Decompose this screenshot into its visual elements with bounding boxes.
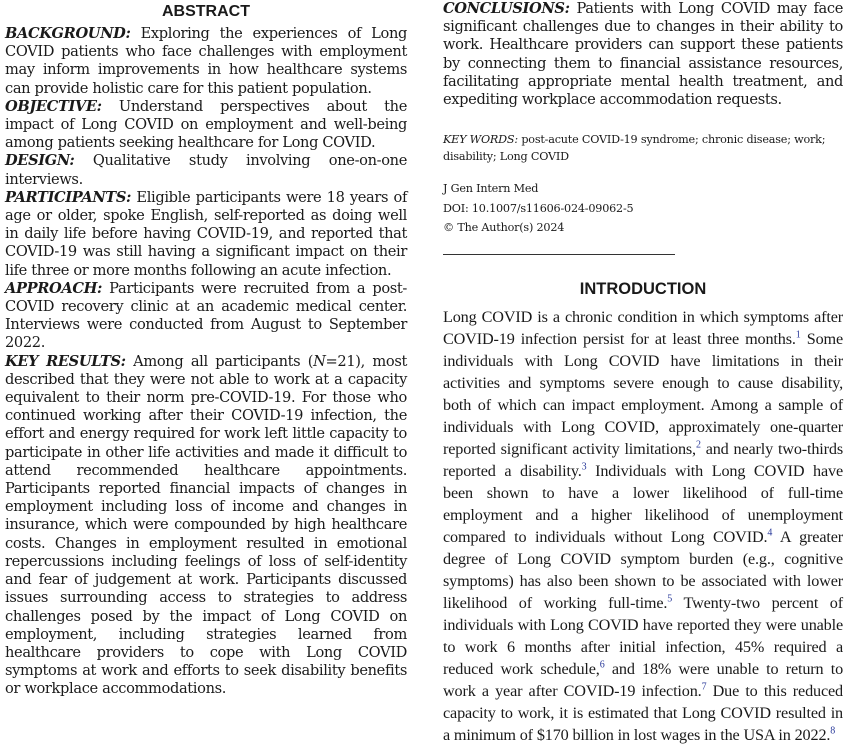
abstract-background: [5, 25, 407, 98]
journal-copyright: © The Author(s) 2024: [443, 221, 565, 235]
background-text: Exploring the experiences of Long COVID patients who face challenges with employment may inform improvements in how healthcare systems can provide holistic care for this patient population.: [5, 25, 407, 97]
key-results-text-a: Among all participants (: [125, 352, 314, 370]
right-column: [443, 0, 843, 746]
design-text: Qualitative study involving one-on-one interviews.: [5, 152, 407, 188]
key-results-n: N: [313, 352, 326, 370]
participants-text: Eligible participants were 18 years of age or older, spoke English, self-reported as doing well in daily life before having COVID-19, and reported that COVID-19 was still having a significant impact on their life three or more months following an acute infection.: [5, 188, 407, 279]
participants-label: PARTICIPANTS:: [5, 188, 132, 206]
reference-link-2[interactable]: 2: [695, 439, 701, 451]
journal-name: J Gen Intern Med: [443, 182, 539, 196]
approach-label: APPROACH:: [5, 279, 103, 297]
abstract-key-results: [5, 353, 407, 699]
design-label: DESIGN:: [5, 152, 75, 170]
reference-link-6[interactable]: 6: [599, 659, 605, 671]
intro-text-4: Individuals with Long COVID have been shown to have a lower likelihood of full-time employment and a higher likelihood of unemployment compared to individuals without Long COVID.: [443, 461, 844, 546]
reference-link-8[interactable]: 8: [830, 725, 836, 737]
key-results-label: KEY RESULTS:: [5, 352, 126, 370]
abstract-column: [5, 0, 407, 699]
reference-link-4[interactable]: 4: [767, 527, 773, 539]
abstract-design: [5, 152, 407, 188]
abstract-objective: [5, 98, 407, 153]
abstract-approach: [5, 280, 407, 353]
reference-link-7[interactable]: 7: [701, 681, 707, 693]
background-label: BACKGROUND:: [5, 25, 131, 42]
introduction-heading: INTRODUCTION: [579, 279, 707, 298]
key-results-text-b: =21), most described that they were not able to work at a capacity equivalent to their norm pre-COVID-19. For those who continued working after their COVID-19 infection, the effort and energy required for work left little capacity to participate in other life activities and made it difficult to attend recommended healthcare appointments. Participants reported financial impacts of changes in employment including loss of income and changes in insurance, which were compounded by high healthcare costs. Changes in employment resulted in emotional repercussions including feelings of loss of self-identity and fear of judgement at work. Participants discussed issues surrounding access to strategies to address challenges posed by the impact of Long COVID on employment, including strategies learned from healthcare providers to cope with Long COVID symptoms at work and efforts to seek disability benefits or workplace accommodations.: [5, 352, 407, 698]
conclusions-label: CONCLUSIONS:: [443, 0, 570, 17]
journal-meta: [443, 179, 843, 238]
section-divider: [443, 254, 675, 255]
intro-text-5: A greater degree of Long COVID symptom burden (e.g., cognitive symptoms) has also been shown to be associated with lower likelihood of working full-time.: [443, 527, 843, 612]
intro-text-3: and nearly two-thirds reported a disability.: [443, 439, 843, 480]
reference-link-5[interactable]: 5: [667, 593, 673, 605]
introduction-body: [443, 306, 843, 746]
journal-doi: DOI: 10.1007/s11606-024-09062-5: [443, 201, 634, 215]
abstract-heading: ABSTRACT: [162, 3, 250, 20]
intro-text-7: and 18% were unable to return to work a year after COVID-19 infection.: [443, 659, 844, 700]
abstract-participants: [5, 189, 407, 280]
intro-text-2: Some individuals with Long COVID have limitations in their activities and symptoms severe enough to cause disability, both of which can impact employment. Among a sample of individuals with Long COVID, approximately one-quarter reported significant activity limitations,: [443, 329, 843, 458]
intro-text-6: Twenty-two percent of individuals with Long COVID have reported they were unable to work 6 months after initial infection, 45% required a reduced work schedule,: [443, 593, 843, 678]
intro-text-8: Due to this reduced capacity to work, it is estimated that Long COVID resulted in a minimum of $170 billion in lost wages in the USA in 2022.: [443, 681, 843, 744]
keywords-label: KEY WORDS:: [443, 133, 518, 147]
objective-text: Understand perspectives about the impact of Long COVID on employment and well-being among patients seeking healthcare for Long COVID.: [5, 97, 407, 152]
objective-label: OBJECTIVE:: [5, 97, 102, 115]
keywords-text: post-acute COVID-19 syndrome; chronic disease; work; disability; Long COVID: [443, 133, 826, 164]
conclusions-text: Patients with Long COVID may face significant challenges due to changes in their ability to work. Healthcare providers can support these patients by connecting them to financial assistance resources, facilitating appropriate mental health treatment, and expediting workplace accommodation requests.: [443, 0, 843, 109]
reference-link-1[interactable]: 1: [795, 329, 801, 341]
approach-text: Participants were recruited from a post-COVID recovery clinic at an academic medical center. Interviews were conducted from August to September 2022.: [5, 279, 407, 352]
reference-link-3[interactable]: 3: [581, 461, 587, 473]
abstract-conclusions: [443, 0, 843, 109]
keywords: [443, 131, 843, 165]
intro-text-1: Long COVID is a chronic condition in which symptoms after COVID-19 infection persist for at least three months.: [443, 307, 843, 348]
